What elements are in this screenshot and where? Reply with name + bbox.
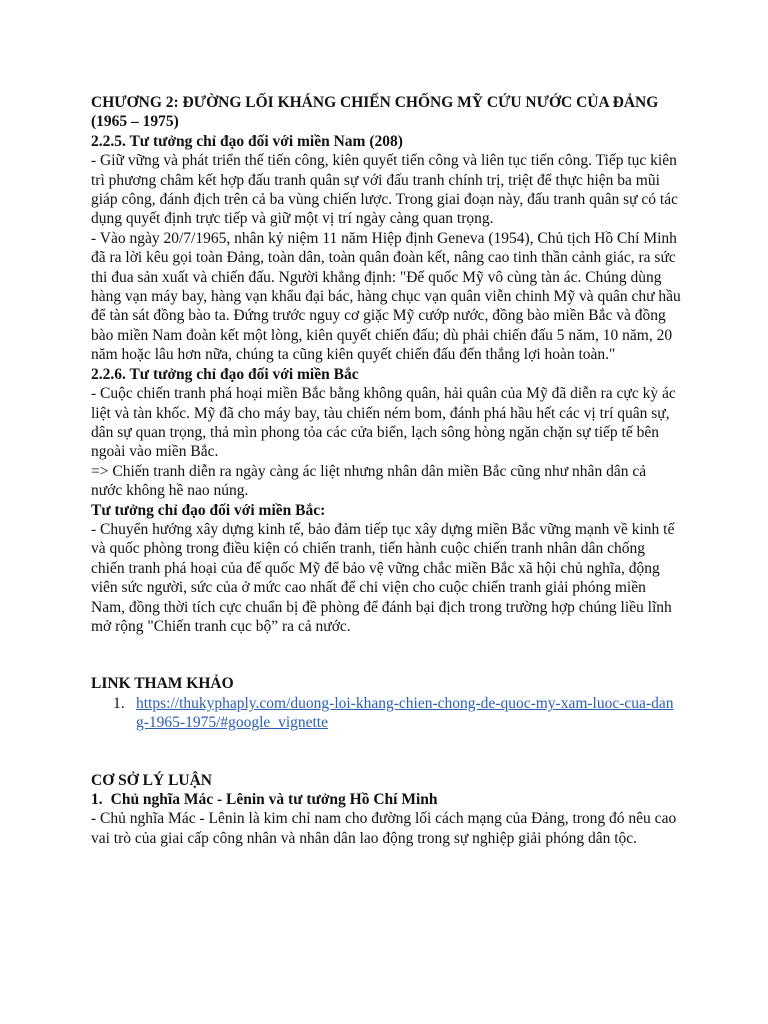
theory-subheading-text: Chủ nghĩa Mác - Lênin và tư tưởng Hồ Chí Minh — [110, 791, 438, 808]
paragraph-south-2: - Vào ngày 20/7/1965, nhân kỷ niệm 11 năm Hiệp định Geneva (1954), Chủ tịch Hồ Chí Minh đã ra lời kêu gọi toàn Đảng, toàn dân, toàn quân đoàn kết, nâng cao tinh thần cảnh giác, ra sức thi đua sản xuất và chiến đấu. Người khẳng định: "Đế quốc Mỹ vô cùng tàn ác. Chúng dùng hàng vạn máy bay, hàng vạn khẩu đại bác, hàng chục vạn quân viễn chinh Mỹ và quân chư hầu để tàn sát đồng bào ta. Đứng trước nguy cơ giặc Mỹ cướp nước, đồng bào miền Bắc và đồng bào miền Nam đoàn kết một lòng, kiên quyết chiến đấu; dù phải chiến đấu 5 năm, 10 năm, 20 năm hoặc lâu hơn nữa, chúng ta cũng kiên quyết chiến đấu đến thắng lợi hoàn toàn." — [91, 229, 681, 364]
section-heading-south: 2.2.5. Tư tưởng chỉ đạo đối với miền Nam (208) — [91, 132, 403, 150]
paragraph-north-1: - Cuộc chiến tranh phá hoại miền Bắc bằng không quân, hải quân của Mỹ đã diễn ra cực kỳ ác liệt và tàn khốc. Mỹ đã cho máy bay, tàu chiến ném bom, đánh phá hầu hết các vị trí quân sự, dân sự quan trọng, thả mìn phong tỏa các cửa biển, lạch sông hòng ngăn chặn sự tiếp tế bên ngoài vào miền Bắc. — [91, 385, 676, 461]
subheading-north-guidance: Tư tưởng chỉ đạo đối với miền Bắc: — [91, 501, 326, 519]
theory-heading: CƠ SỞ LÝ LUẬN — [91, 771, 213, 789]
theory-subheading-number: 1. — [91, 791, 103, 808]
chapter-title: CHƯƠNG 2: ĐƯỜNG LỐI KHÁNG CHIẾN CHỐNG MỸ CỨU NƯỚC CỦA ĐẢNG (1965 – 1975) — [91, 94, 659, 131]
list-item — [91, 694, 681, 733]
paragraph-theory-1: - Chủ nghĩa Mác - Lênin là kim chỉ nam cho đường lối cách mạng của Đảng, trong đó nêu cao vai trò của giai cấp công nhân và nhân dân lao động trong sự nghiệp giải phóng dân tộc. — [91, 810, 677, 847]
theory-subheading — [91, 790, 681, 809]
paragraph-north-3: - Chuyển hướng xây dựng kinh tế, bảo đảm tiếp tục xây dựng miền Bắc vững mạnh về kinh tế và quốc phòng trong điều kiện có chiến tranh, tiến hành cuộc chiến tranh nhân dân chống chiến tranh phá hoại của đế quốc Mỹ để bảo vệ vững chắc miền Bắc xã hội chủ nghĩa, động viên sức người, sức của ở mức cao nhất để chi viện cho cuộc chiến tranh giải phóng miền Nam, đồng thời tích cực chuẩn bị đề phòng để đánh bại địch trong trường hợp chúng liều lĩnh mở rộng "Chiến tranh cục bộ” ra cả nước. — [91, 520, 675, 635]
document-page — [91, 93, 681, 848]
paragraph-north-2: => Chiến tranh diễn ra ngày càng ác liệt nhưng nhân dân miền Bắc cũng như nhân dân cả nước không hề nao núng. — [91, 462, 647, 500]
references-heading: LINK THAM KHẢO — [91, 675, 234, 693]
spacer — [91, 636, 681, 674]
reference-link[interactable]: https://thukyphaply.com/duong-loi-khang-chien-chong-de-quoc-my-xam-luoc-cua-dang-1965-1975/#google_vignette — [136, 694, 674, 732]
list-item-number: 1. — [113, 694, 125, 712]
references-list — [91, 694, 681, 733]
section-heading-north: 2.2.6. Tư tưởng chỉ đạo đối với miền Bắc — [91, 365, 359, 383]
spacer — [91, 733, 681, 771]
paragraph-south-1: - Giữ vững và phát triển thế tiến công, kiên quyết tiến công và liên tục tiến công. Tiếp tục kiên trì phương châm kết hợp đấu tranh quân sự với đấu tranh chính trị, triệt để thực hiện ba mũi giáp công, đánh địch trên cả ba vùng chiến lược. Trong giai đoạn này, đấu tranh quân sự có tác dụng quyết định trực tiếp và giữ một vị trí ngày càng quan trọng. — [91, 152, 679, 228]
